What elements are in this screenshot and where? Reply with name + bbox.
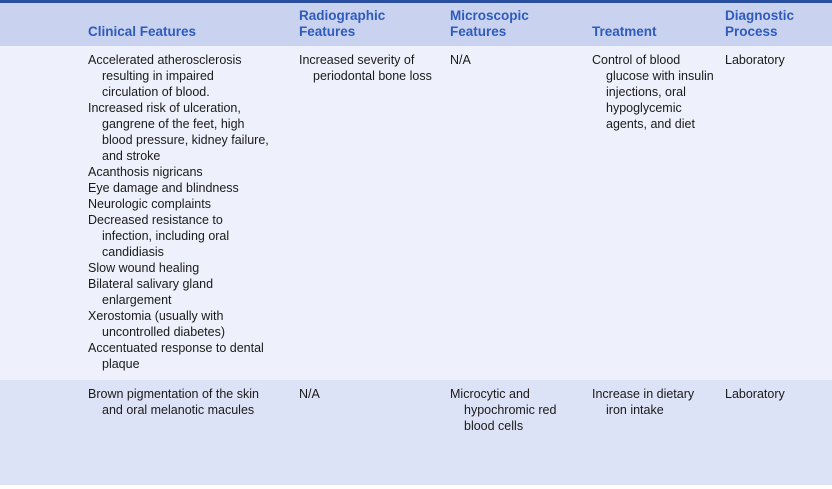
clinical-feature-item: Brown pigmentation of the skin and oral melanotic macules <box>88 387 259 417</box>
diagnostic-process-text: Laboratory <box>725 387 785 401</box>
clinical-feature-item: Slow wound healing <box>88 261 200 275</box>
header-diagnostic-process: Diagnostic Process <box>725 8 795 39</box>
clinical-feature-item: Accelerated atherosclerosis resulting in impaired circulation of blood. <box>88 53 242 99</box>
diagnostic-process-text: Laboratory <box>725 53 785 67</box>
microscopic-feature-text: Microcytic and hypochromic red blood cells <box>450 387 557 433</box>
clinical-features-cell <box>88 386 270 418</box>
clinical-feature-item: Increased risk of ulceration, gangrene of the feet, high blood pressure, kidney failure, and stroke <box>88 101 269 163</box>
header-treatment: Treatment <box>592 24 657 39</box>
clinical-feature-item: Acanthosis nigricans <box>88 165 203 179</box>
clinical-feature-item: Accentuated response to dental plaque <box>88 341 264 371</box>
table-row <box>0 380 832 485</box>
radiographic-features-cell <box>299 386 439 402</box>
microscopic-feature-text: N/A <box>450 53 471 67</box>
table-row <box>0 46 832 380</box>
treatment-cell <box>592 386 697 418</box>
clinical-feature-item: Xerostomia (usually with uncontrolled diabetes) <box>88 309 225 339</box>
treatment-text: Control of blood glucose with insulin injections, oral hypoglycemic agents, and diet <box>592 53 714 131</box>
microscopic-features-cell <box>450 52 575 68</box>
diagnostic-process-cell <box>725 386 825 402</box>
clinical-feature-item: Neurologic complaints <box>88 197 211 211</box>
header-microscopic-features: Microscopic Features <box>450 8 529 39</box>
clinical-feature-item: Bilateral salivary gland enlargement <box>88 277 214 307</box>
diagnostic-process-cell <box>725 52 825 68</box>
radiographic-features-cell <box>299 52 439 84</box>
table-bottom-edge <box>0 485 832 489</box>
table-header <box>0 3 832 46</box>
clinical-feature-item: Eye damage and blindness <box>88 181 239 195</box>
radiographic-feature-text: Increased severity of periodontal bone loss <box>299 53 432 83</box>
radiographic-feature-text: N/A <box>299 387 320 401</box>
clinical-feature-item: Decreased resistance to infection, including oral candidiasis <box>88 213 230 259</box>
header-clinical-features: Clinical Features <box>88 24 197 39</box>
microscopic-features-cell <box>450 386 575 434</box>
clinical-features-cell <box>88 52 270 372</box>
treatment-text: Increase in dietary iron intake <box>592 387 695 417</box>
treatment-cell <box>592 52 717 132</box>
header-radiographic-features: Radiographic Features <box>299 8 386 39</box>
